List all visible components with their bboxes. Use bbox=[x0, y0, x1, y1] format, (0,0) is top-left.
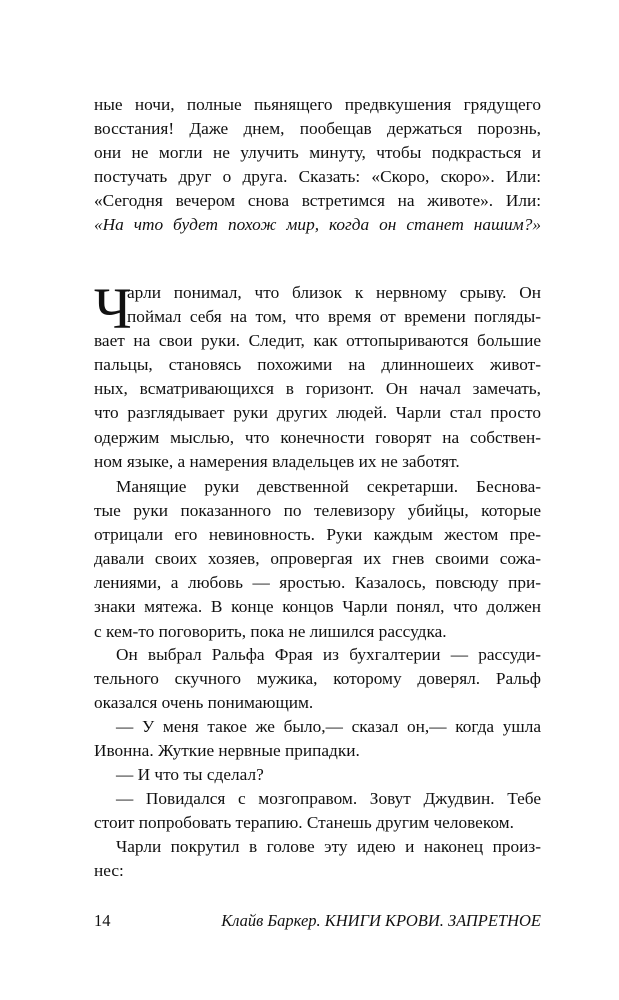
text-line: «Сегодня вечером снова встретимся на животе». Или: bbox=[94, 191, 541, 211]
text-line: нес: bbox=[94, 861, 124, 881]
page-number: 14 bbox=[94, 911, 111, 930]
running-title: Клайв Баркер. КНИГИ КРОВИ. ЗАПРЕТНОЕ bbox=[221, 911, 541, 930]
text-line: арли понимал, что близок к нервному срыву. Он bbox=[127, 283, 541, 302]
text-line: тые руки показанного по телевизору убийцы, которые bbox=[94, 501, 541, 521]
text-line: пальцы, становясь похожими на длинношеих живот- bbox=[94, 355, 541, 375]
text-line: Он выбрал Ральфа Фрая из бухгалтерии — рассуди- bbox=[116, 645, 541, 664]
text-line: что разглядывает руки других людей. Чарли стал просто bbox=[94, 403, 541, 423]
text-line: они не могли не улучить минуту, чтобы подкрасться и bbox=[94, 143, 541, 163]
text-line: ном языке, а намерения владельцев их не заботят. bbox=[94, 451, 460, 471]
text-line: поймал себя на том, что время от времени погляды- bbox=[127, 307, 541, 327]
text-line: постучать друг о друга. Сказать: «Скоро, скоро». Или: bbox=[94, 167, 541, 187]
text-line: — У меня такое же было,— сказал он,— когда ушла bbox=[116, 717, 541, 736]
text-line: — Повидался с мозгоправом. Зовут Джудвин. Тебе bbox=[116, 789, 541, 808]
text-line: восстания! Даже днем, пообещав держаться порознь, bbox=[94, 119, 541, 139]
text-line: оказался очень понимающим. bbox=[94, 693, 314, 713]
text-line: ные ночи, полные пьянящего предвкушения грядущего bbox=[94, 95, 541, 114]
dialogue-3 bbox=[94, 787, 541, 835]
text-line: Чарли покрутил в голове эту идею и наконец произ- bbox=[116, 837, 541, 856]
text-line: вает на свои руки. Следит, как оттопыриваются большие bbox=[94, 331, 541, 351]
text-line: тельного скучного мужика, которому доверял. Ральф bbox=[94, 669, 541, 689]
text-line: знаки мятежа. В конце концов Чарли понял, что должен bbox=[94, 597, 541, 617]
paragraph-hands bbox=[94, 475, 541, 644]
dialogue-1 bbox=[94, 715, 541, 763]
text-line: ных, всматривающихся в горизонт. Он начал замечать, bbox=[94, 379, 541, 399]
text-line-italic: «На что будет похож мир, когда он станет нашим?» bbox=[94, 215, 541, 235]
text-line: стоит попробовать терапию. Станешь другим человеком. bbox=[94, 813, 514, 833]
top-paragraph bbox=[94, 93, 541, 238]
text-line: одержим мыслью, что конечности говорят на собствен- bbox=[94, 427, 541, 447]
text-line: давали своих хозяев, опровергая их гнев своими сожа- bbox=[94, 549, 541, 569]
dialogue-2 bbox=[94, 763, 541, 787]
text-line: Ивонна. Жуткие нервные припадки. bbox=[94, 741, 360, 761]
drop-cap: Ч bbox=[94, 276, 132, 341]
text-line: — И что ты сделал? bbox=[116, 765, 264, 784]
text-line: отрицали его невиновность. Руки каждым жестом пре- bbox=[94, 525, 541, 545]
drop-cap-paragraph bbox=[94, 276, 541, 474]
paragraph-end bbox=[94, 835, 541, 883]
text-line: Манящие руки девственной секретарши. Беснова- bbox=[116, 477, 541, 496]
page-footer bbox=[94, 911, 541, 933]
text-line: с кем-то поговорить, пока не лишился рассудка. bbox=[94, 621, 447, 641]
text-line: лениями, а любовь — яростью. Казалось, повсюду при- bbox=[94, 573, 541, 593]
paragraph-ralph bbox=[94, 643, 541, 715]
